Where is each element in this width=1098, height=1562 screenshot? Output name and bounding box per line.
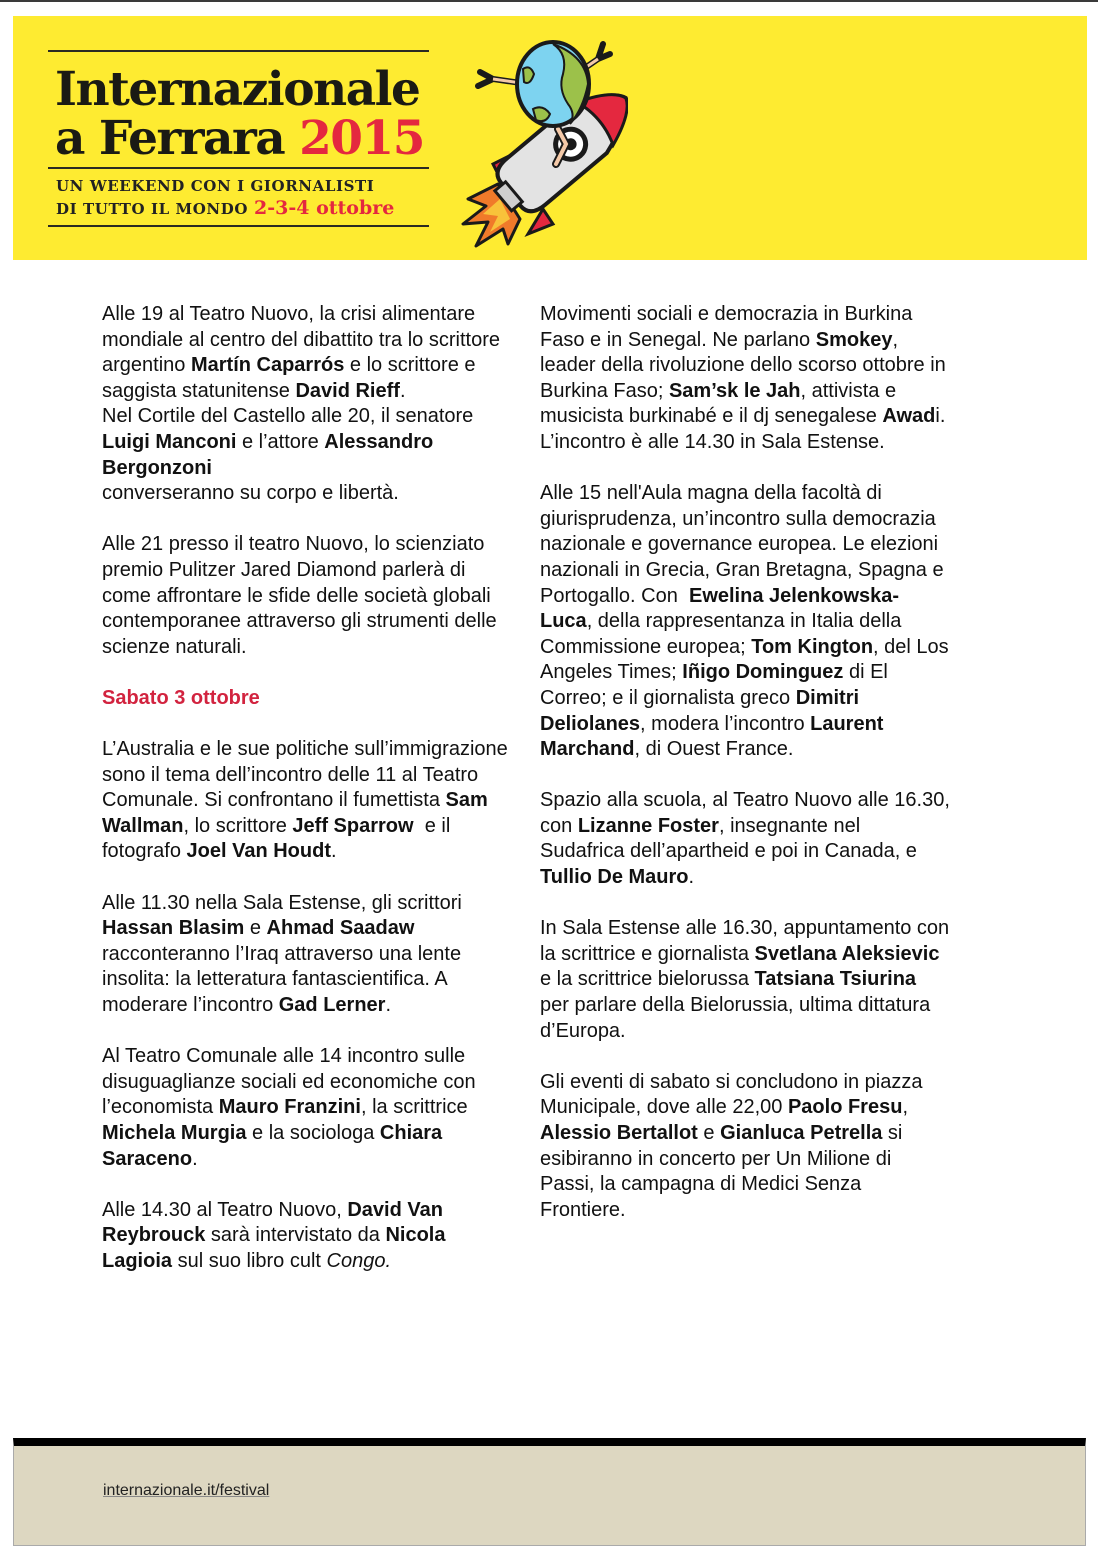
text: e la scrittrice bielorussa [540,968,755,991]
text: . [688,866,695,889]
text: . [330,840,337,863]
banner-tagline-line1: UN WEEKEND CON I GIORNALISTI [56,177,375,195]
paragraph-congo [102,1198,512,1275]
banner-dates: 2-3-4 ottobre [254,197,395,219]
banner-title-city: a Ferrara [55,111,285,166]
speaker-name: Smokey [815,328,893,351]
speaker-name: Hassan Blasim [102,917,245,940]
text: . [385,994,392,1017]
top-border [0,0,1098,2]
banner-rule-middle [48,167,429,169]
text: sarà intervistato da [205,1224,386,1247]
text: Nel Cortile del Castello alle 20, il senatore [102,405,474,428]
speaker-name: Sam’sk le Jah [668,379,801,402]
speaker-name: Chiara Saraceno [102,1122,443,1170]
paragraph-belarus [540,916,950,1044]
text: e la sociologa [246,1122,380,1144]
speaker-name: Svetlana Aleksievic [754,942,940,965]
text: Alle 19 al Teatro Nuovo, la crisi alimentare mondiale al centro del dibattito tra lo scrittore argentino [102,303,500,377]
text: , della rappresentanza in Italia della Commissione europea; [540,610,902,658]
speaker-name: Alessandro Bergonzoni [102,430,434,479]
text: , di Ouest France. [634,738,794,761]
earth-riding-rocket-icon [458,34,628,254]
banner-tagline-text: DI TUTTO IL MONDO [56,200,249,218]
text: e lo scrittore e saggista statunitense [102,354,476,402]
speaker-name: David Van Reybrouck [102,1198,443,1247]
banner-rule-bottom [48,225,429,227]
paragraph-concert [540,1070,950,1224]
speaker-name: Gianluca Petrella [720,1122,883,1144]
paragraph-burkina-faso [540,302,950,456]
festival-website-link[interactable]: internazionale.it/festival [103,1482,270,1499]
speaker-name: Alessio Bertallot [540,1122,698,1144]
paragraph-jared-diamond: Alle 21 presso il teatro Nuovo, lo scienziato premio Pulitzer Jared Diamond parlerà di come affrontare le sfide delle società globali contemporanee attraverso gli strumenti delle scienze naturali. [102,533,497,658]
banner-title-line2 [55,111,424,166]
right-column [540,302,950,1249]
speaker-name: David Rieff [295,379,400,402]
text: e il fotografo [102,814,456,863]
speaker-name: Iñigo Dominguez [682,661,844,684]
text: di El Correo; e il giornalista greco [540,661,888,709]
banner-year: 2015 [299,111,424,166]
paragraph-european-democracy [540,481,950,763]
text: Alle 14.30 al Teatro Nuovo, [102,1198,348,1221]
text: per parlare della Bielorussia, ultima dittatura d’Europa. [540,994,931,1042]
left-column [102,302,512,1300]
text: Al Teatro Comunale alle 14 incontro sulle disuguaglianze sociali ed economiche con l’economista [102,1045,476,1119]
banner-tagline-line2 [56,199,394,218]
speaker-name: Ahmad Saadaw [266,917,415,940]
text: Spazio alla scuola, al Teatro Nuovo alle 16.30, con [540,789,950,837]
speaker-name: Laurent Marchand [540,712,884,761]
text: e [697,1122,721,1144]
text: Gli eventi di sabato si concludono in piazza Municipale, dove alle 22,00 [540,1070,923,1119]
text: , modera l’incontro [640,712,811,735]
footer [13,1438,1086,1546]
text: , lo scrittore [183,814,293,837]
text: e [244,917,267,940]
banner-rule-top [48,50,429,52]
text: . [192,1147,198,1170]
text: , attivista e musicista burkinabé e il dj senegalese [540,379,897,428]
speaker-name: Tom Kington [751,635,874,658]
speaker-name: Tatsiana Tsiurina [754,968,917,991]
speaker-name: Luigi Manconi [102,430,237,453]
paragraph-inequality [102,1044,512,1172]
speaker-name: Joel Van Houdt [186,840,331,863]
text: e l’attore [236,430,325,453]
speaker-name: Michela Murgia [102,1122,247,1144]
speaker-name: Awad [882,405,936,428]
text: Alle 11.30 nella Sala Estense, gli scrittori [102,891,462,914]
text: Alle 15 nell'Aula magna della facoltà di giurisprudenza, un’incontro sulla democrazia nazionale e governance europea. Le elezioni nazionali in Grecia, Gran Bretagna, Spagna e Portogallo. Con [540,482,950,607]
text: , insegnante nel Sudafrica dell’apartheid e poi in Canada, e [540,814,917,863]
text: , la scrittrice [360,1096,468,1119]
text: si esibiranno in concerto per Un Milione di Passi, la campagna di Medici Senza Frontiere. [540,1122,903,1221]
text: sul suo libro cult [172,1249,327,1272]
speaker-name: Gad Lerner [278,994,386,1017]
paragraph-iraq [102,891,512,1019]
paragraph-australia [102,737,512,865]
speaker-name: Martín Caparrós [190,354,345,377]
text: In Sala Estense alle 16.30, appuntamento con la scrittrice e giornalista [540,917,950,965]
text: . [399,379,406,402]
banner-title-line1: Internazionale [55,62,420,117]
speaker-name: Jeff Sparrow [292,814,414,837]
speaker-name: Mauro Franzini [218,1096,361,1119]
text: , [902,1096,908,1119]
speaker-name: Lizanne Foster [577,814,719,837]
text: racconteranno l’Iraq attraverso una lente insolita: la letteratura fantascientifica. A moderare l’incontro [102,942,462,1017]
speaker-name: Sam Wallman [102,789,488,837]
speaker-name: Paolo Fresu [787,1096,903,1119]
speaker-name: Tullio De Mauro [540,866,689,889]
speaker-name: Nicola Lagioia [102,1224,446,1272]
section-heading-saturday: Sabato 3 ottobre [102,686,260,709]
speaker-name: Dimitri Deliolanes [540,686,860,735]
text: L’Australia e le sue politiche sull’immigrazione sono il tema dell’incontro delle 11 al Teatro Comunale. Si confrontano il fumettista [102,738,508,812]
festival-banner [13,16,1087,260]
text: , del Los Angeles Times; [540,635,949,684]
paragraph-friday-evening [102,302,512,507]
speaker-name: Ewelina Jelenkowska-Luca [540,584,900,633]
text: , leader della rivoluzione dello scorso ottobre in Burkina Faso; [540,328,946,402]
globe-icon [517,42,589,126]
text: converseranno su corpo e libertà. [102,482,399,505]
book-title: Congo. [326,1249,392,1272]
text: Movimenti sociali e democrazia in Burkina Faso e in Senegal. Ne parlano [540,303,913,351]
paragraph-school [540,788,950,890]
text: i. L’incontro è alle 14.30 in Sala Estense. [540,405,946,453]
